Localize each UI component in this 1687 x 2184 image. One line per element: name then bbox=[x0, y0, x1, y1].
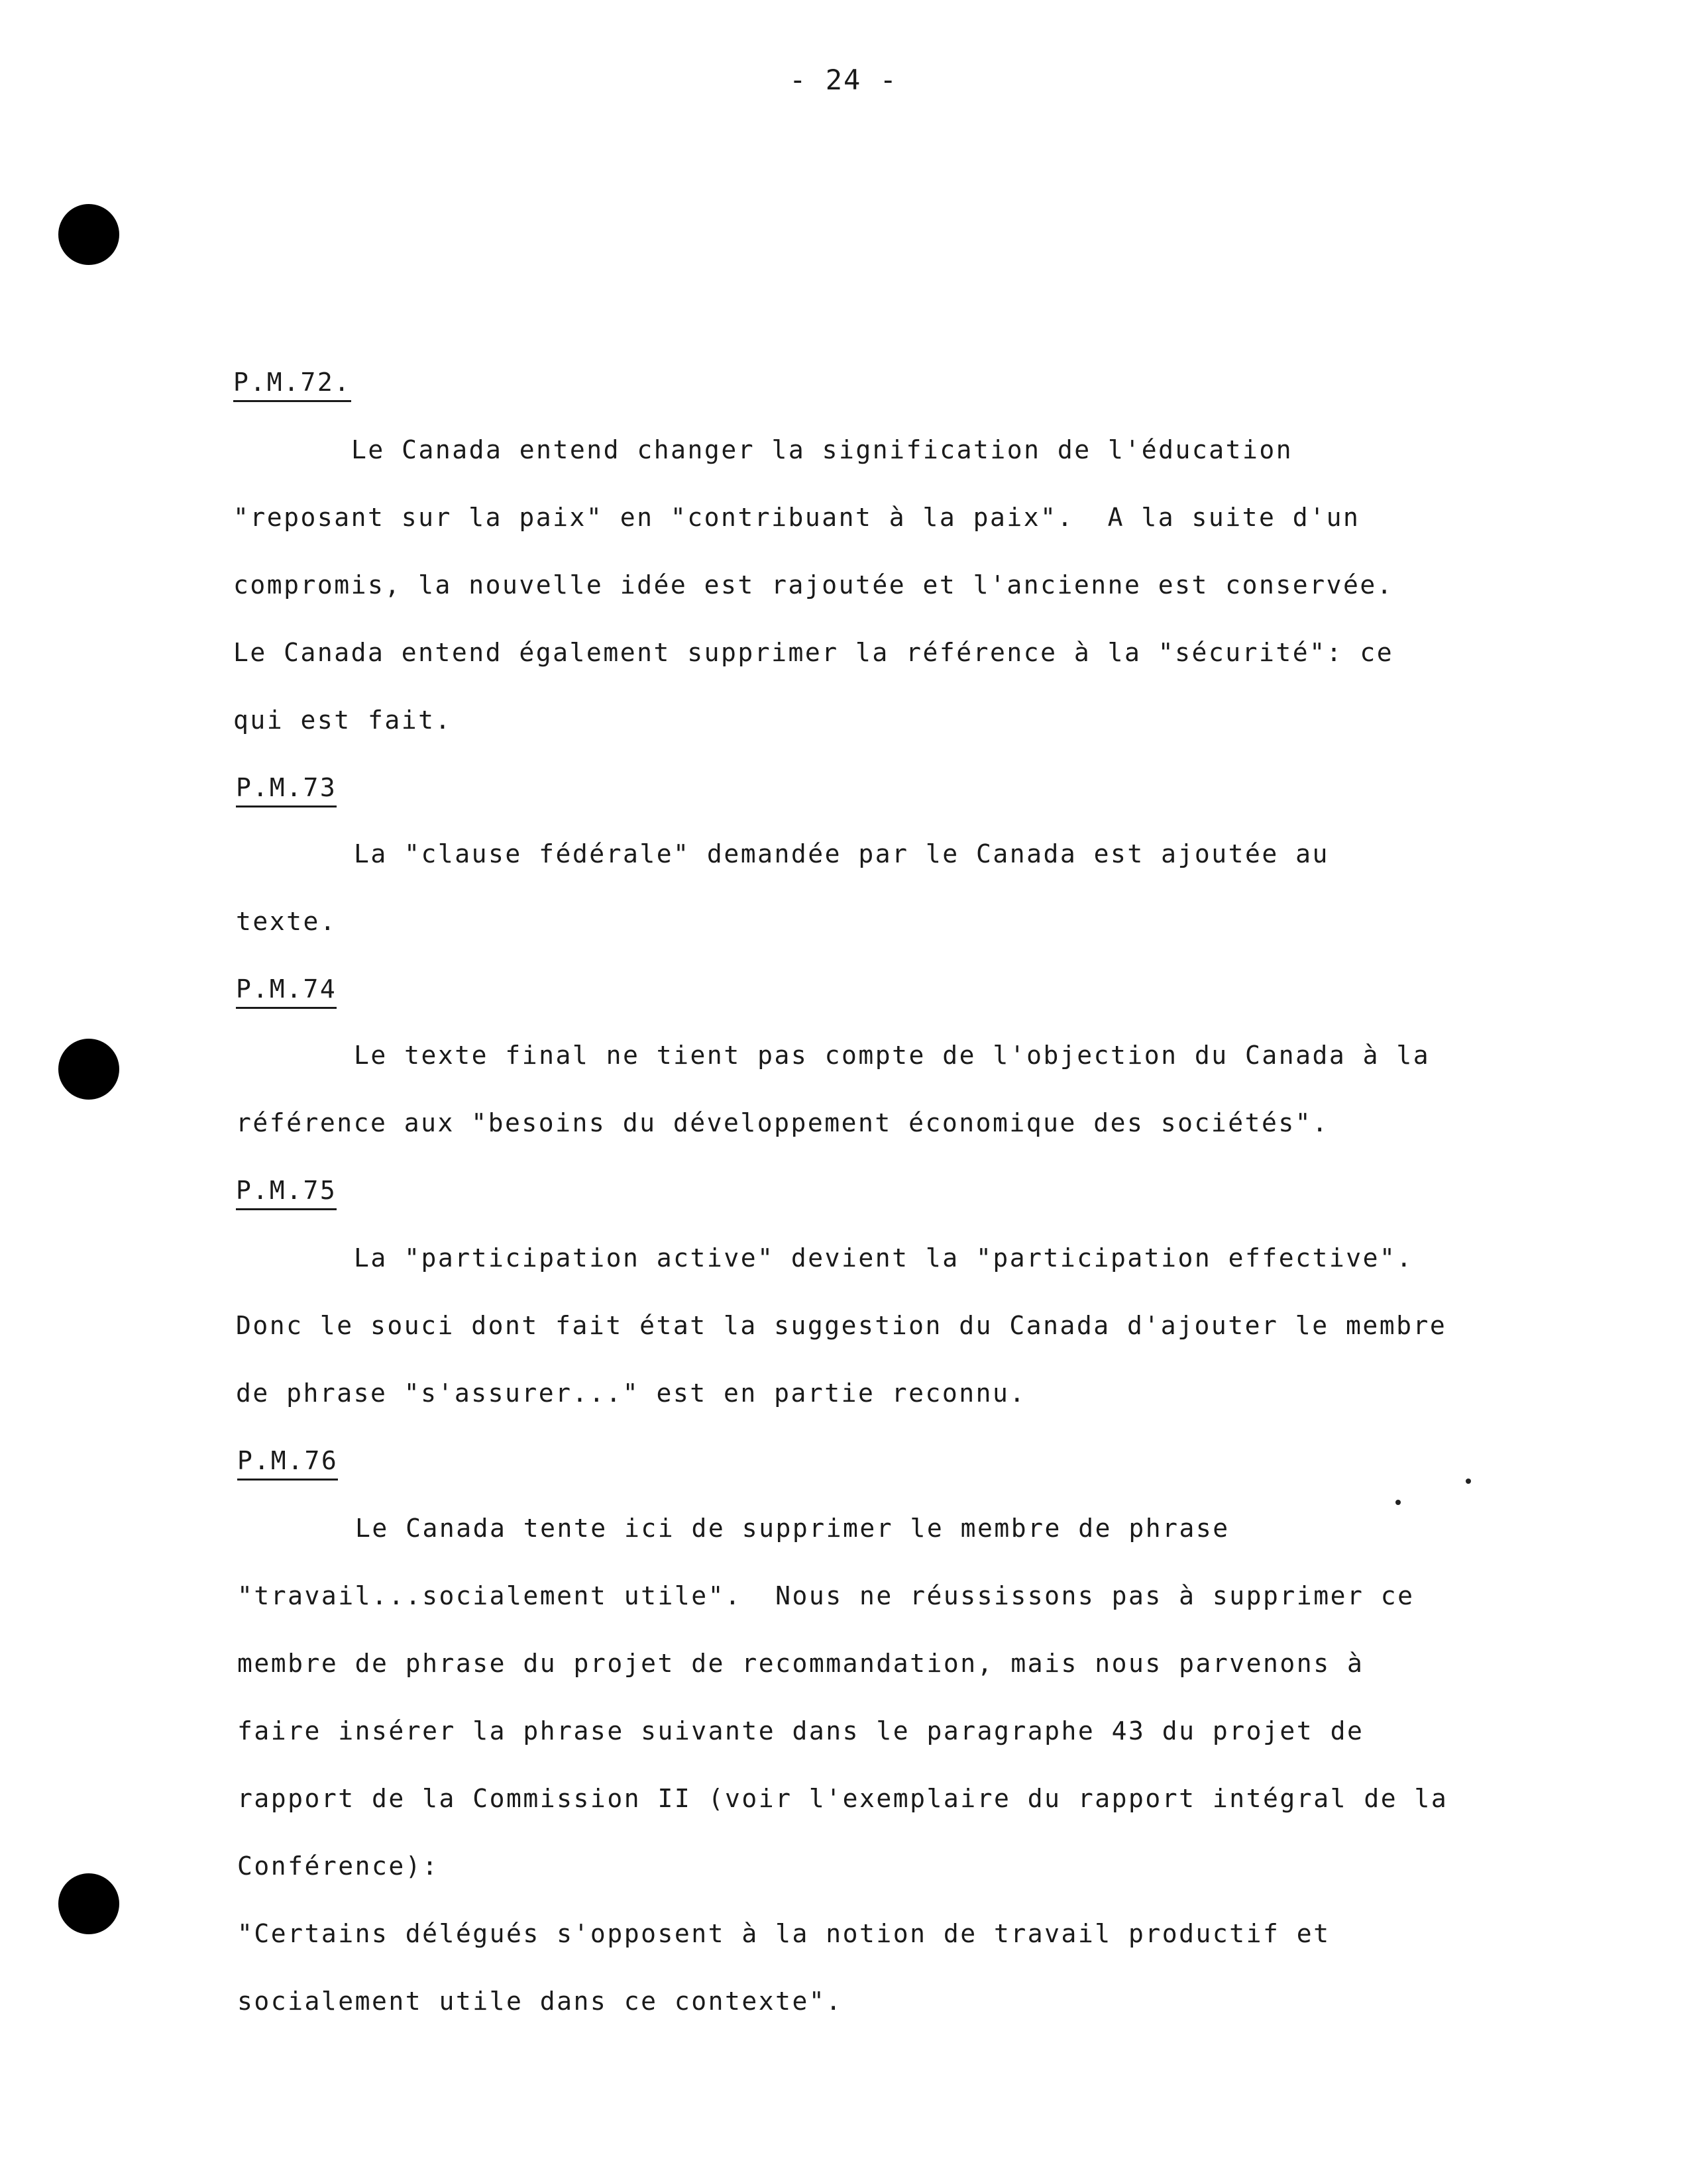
section-heading-pm74: P.M.74 bbox=[236, 976, 337, 1009]
ink-speck bbox=[1395, 1500, 1401, 1505]
paragraph-line: Le texte final ne tient pas compte de l'objection du Canada à la bbox=[354, 1041, 1431, 1070]
paragraph-line: qui est fait. bbox=[233, 705, 452, 735]
quoted-line: "Certains délégués s'opposent à la notion de travail productif et bbox=[237, 1919, 1331, 1948]
page-number: - 24 - bbox=[789, 64, 898, 96]
ink-speck bbox=[1466, 1479, 1471, 1484]
punch-hole-top bbox=[58, 204, 119, 265]
punch-hole-middle bbox=[58, 1039, 119, 1100]
paragraph-line: compromis, la nouvelle idée est rajoutée et l'ancienne est conservée. bbox=[233, 570, 1394, 599]
section-heading-pm76: P.M.76 bbox=[237, 1448, 338, 1481]
section-heading-pm75: P.M.75 bbox=[236, 1178, 337, 1210]
paragraph-line: Conférence): bbox=[237, 1851, 439, 1881]
section-heading-pm73: P.M.73 bbox=[236, 775, 337, 807]
paragraph-line: référence aux "besoins du développement économique des sociétés". bbox=[236, 1108, 1329, 1137]
paragraph-line: La "clause fédérale" demandée par le Canada est ajoutée au bbox=[354, 839, 1329, 868]
paragraph-line: "travail...socialement utile". Nous ne réussissons pas à supprimer ce bbox=[237, 1581, 1415, 1610]
paragraph-line: Donc le souci dont fait état la suggestion du Canada d'ajouter le membre bbox=[236, 1311, 1447, 1340]
section-heading-pm72: P.M.72. bbox=[233, 370, 351, 402]
paragraph-line: rapport de la Commission II (voir l'exemplaire du rapport intégral de la bbox=[237, 1784, 1448, 1813]
paragraph-line: faire insérer la phrase suivante dans le paragraphe 43 du projet de bbox=[237, 1716, 1364, 1745]
paragraph-line: Le Canada entend changer la signification de l'éducation bbox=[351, 435, 1293, 464]
paragraph-line: texte. bbox=[236, 907, 337, 936]
quoted-line: socialement utile dans ce contexte". bbox=[237, 1987, 843, 2016]
paragraph-line: "reposant sur la paix" en "contribuant à la paix". A la suite d'un bbox=[233, 503, 1360, 532]
paragraph-line: Le Canada tente ici de supprimer le membre de phrase bbox=[355, 1514, 1230, 1543]
paragraph-line: Le Canada entend également supprimer la référence à la "sécurité": ce bbox=[233, 638, 1394, 667]
paragraph-line: de phrase "s'assurer..." est en partie reconnu. bbox=[236, 1378, 1026, 1408]
paragraph-line: membre de phrase du projet de recommandation, mais nous parvenons à bbox=[237, 1649, 1364, 1678]
punch-hole-bottom bbox=[58, 1873, 119, 1934]
paragraph-line: La "participation active" devient la "participation effective". bbox=[354, 1243, 1413, 1273]
